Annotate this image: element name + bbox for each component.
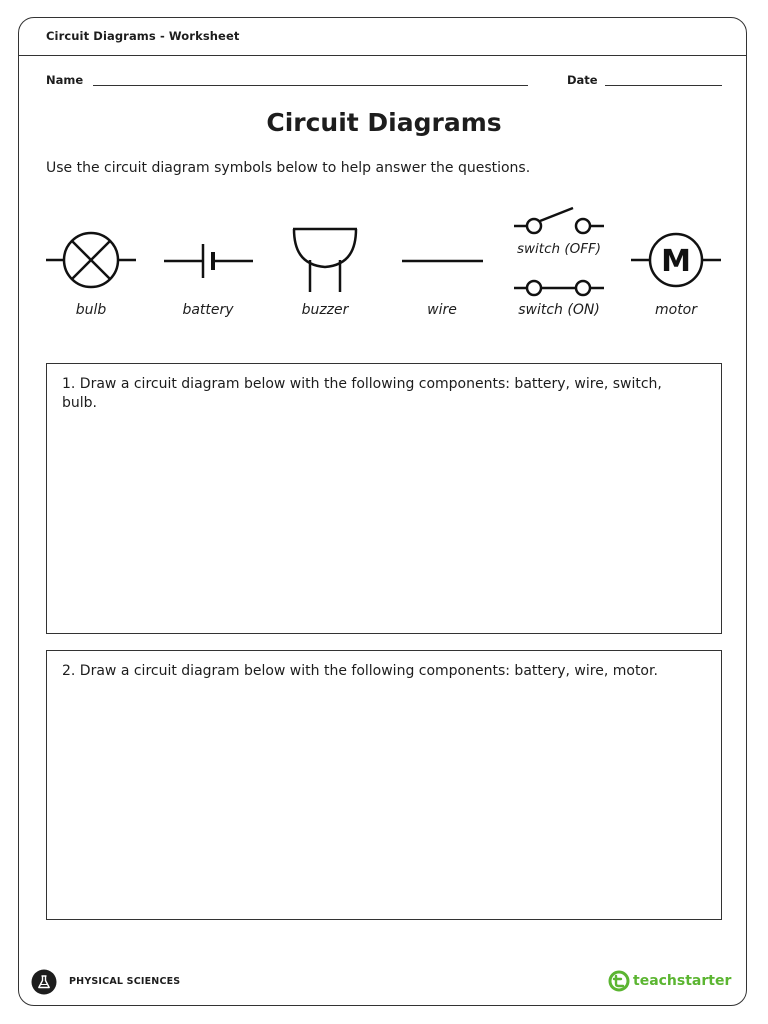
bulb-label: bulb (75, 302, 107, 318)
motor-letter: M (661, 244, 691, 279)
battery-symbol (164, 244, 253, 278)
page-title: Circuit Diagrams (266, 108, 502, 137)
buzzer-symbol (293, 229, 357, 292)
footer-subject: PHYSICAL SCIENCES (69, 976, 181, 987)
worksheet-header-title: Circuit Diagrams - Worksheet (46, 29, 240, 43)
name-label: Name (46, 73, 84, 87)
brand-name: teachstarter (633, 973, 732, 989)
bulb-symbol (46, 233, 136, 287)
flask-icon (31, 969, 57, 995)
question-1-answer-box[interactable] (46, 363, 722, 634)
battery-label: battery (182, 302, 234, 318)
instruction-text: Use the circuit diagram symbols below to help answer the questions. (46, 160, 531, 176)
brand-logo (608, 970, 731, 992)
buzzer-label: buzzer (301, 302, 349, 318)
date-field[interactable] (605, 85, 722, 86)
date-label: Date (567, 73, 598, 87)
question-2-text: 2. Draw a circuit diagram below with the following components: battery, wire, motor. (62, 663, 658, 679)
switch-off-label: switch (OFF) (516, 241, 602, 257)
question-1-text: 1. Draw a circuit diagram below with the following components: battery, wire, switch, bulb. (62, 376, 662, 411)
motor-label: motor (654, 302, 697, 318)
switch-on-symbol (514, 281, 604, 295)
switch-off-symbol (514, 208, 604, 233)
header-divider (18, 55, 747, 56)
circuit-symbols (0, 196, 768, 306)
name-field[interactable] (93, 85, 528, 86)
wire-label: wire (427, 302, 457, 318)
teachstarter-logo-icon (608, 970, 630, 992)
switch-on-label: switch (ON) (518, 302, 600, 318)
question-2-answer-box[interactable] (46, 650, 722, 920)
